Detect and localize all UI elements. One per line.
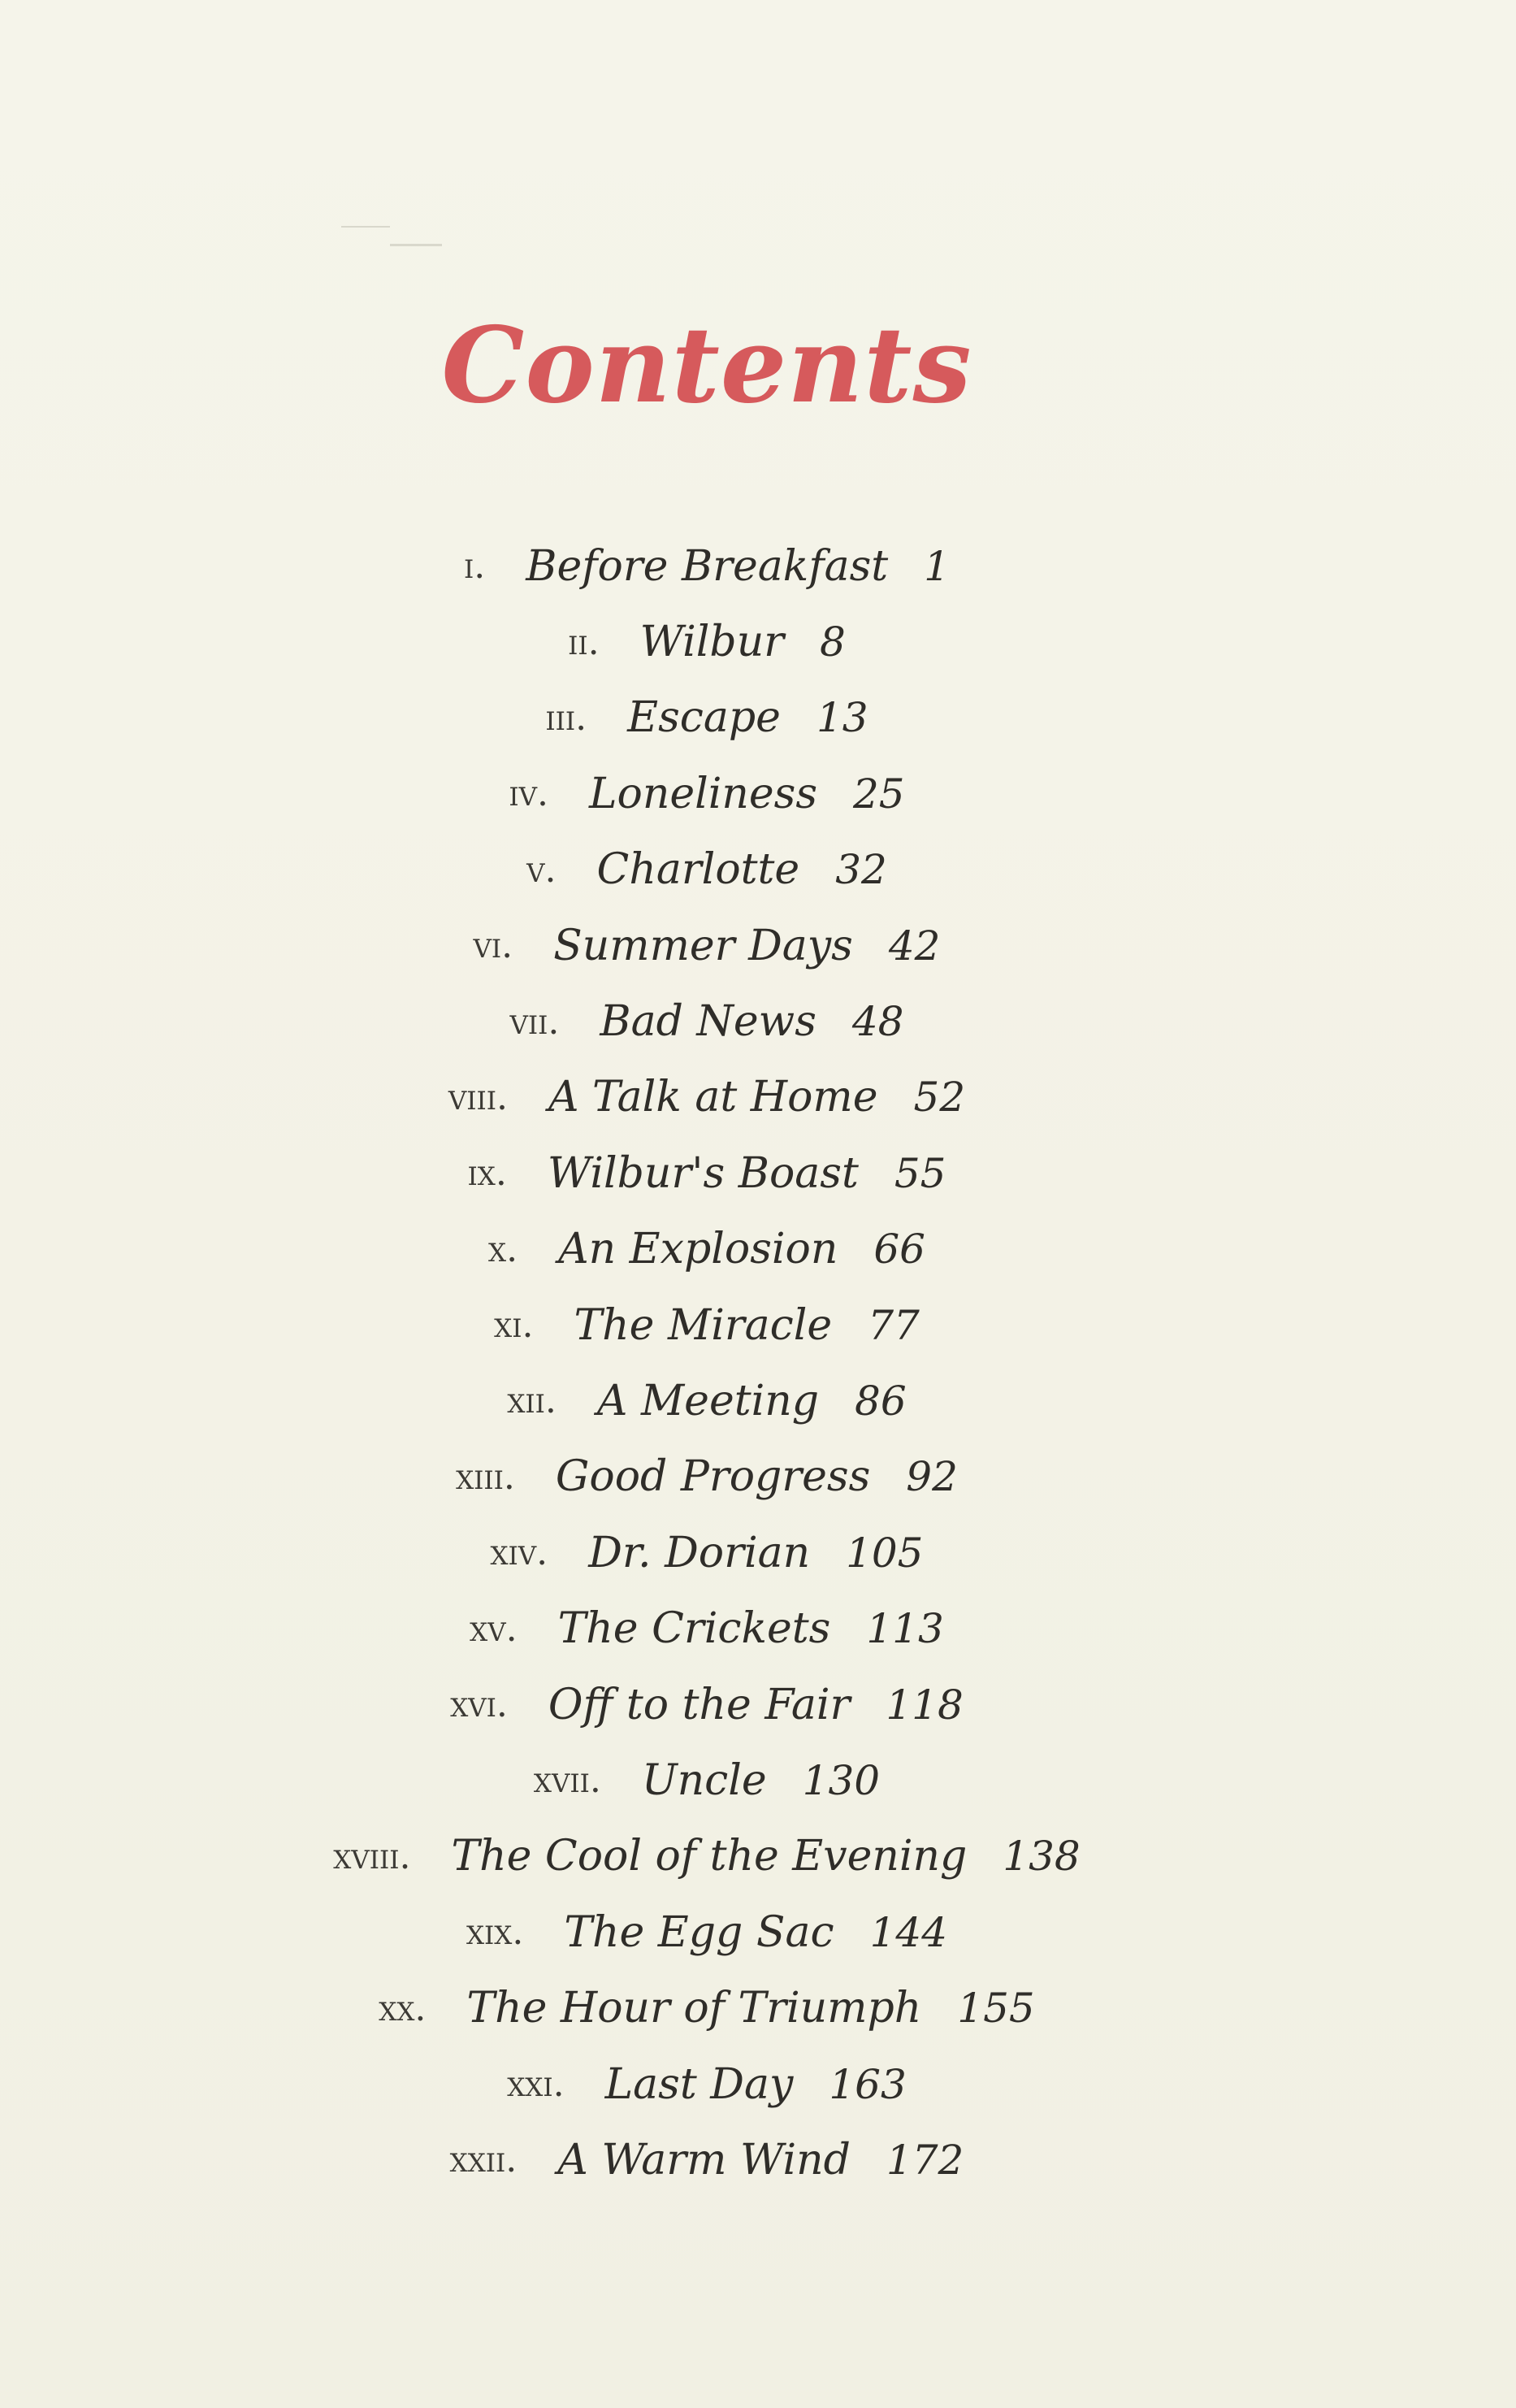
chapter-number: xiii. — [456, 1456, 515, 1498]
chapter-title: A Warm Wind — [557, 2135, 851, 2185]
toc-entry — [0, 1363, 1414, 1438]
chapter-number: x. — [488, 1228, 518, 1270]
chapter-number: ix. — [467, 1152, 507, 1195]
chapter-title: The Crickets — [557, 1604, 831, 1654]
chapter-number: xv. — [470, 1608, 518, 1650]
chapter-title: The Hour of Triumph — [466, 1984, 922, 2033]
chapter-page-number: 113 — [866, 1605, 944, 1653]
chapter-page-number: 32 — [835, 846, 887, 894]
chapter-page-number: 66 — [873, 1226, 925, 1273]
toc-entry — [0, 1439, 1414, 1515]
chapter-number: viii. — [448, 1076, 508, 1118]
chapter-number: xix. — [466, 1911, 524, 1954]
page-title: Contents — [441, 304, 972, 427]
toc-entry — [0, 983, 1414, 1059]
chapter-page-number: 92 — [906, 1453, 958, 1501]
chapter-page-number: 138 — [1003, 1833, 1081, 1881]
chapter-page-number: 1 — [924, 542, 950, 590]
chapter-title: The Miracle — [574, 1300, 833, 1350]
chapter-number: vi. — [473, 925, 513, 967]
chapter-page-number: 52 — [913, 1074, 966, 1122]
paper-mark — [390, 244, 442, 246]
toc-entry — [0, 2122, 1414, 2198]
chapter-title: Summer Days — [553, 921, 853, 970]
chapter-page-number: 144 — [869, 1908, 948, 1956]
chapter-title: A Talk at Home — [548, 1073, 878, 1122]
chapter-page-number: 105 — [846, 1529, 924, 1577]
toc-entry — [0, 832, 1414, 908]
chapter-page-number: 48 — [851, 998, 904, 1046]
chapter-title: Charlotte — [596, 845, 800, 895]
chapter-page-number: 77 — [868, 1301, 920, 1349]
chapter-number: xvii. — [533, 1759, 601, 1802]
toc-entry — [0, 1742, 1414, 1818]
chapter-number: i. — [464, 545, 486, 588]
chapter-page-number: 42 — [888, 922, 941, 970]
chapter-title: Off to the Fair — [548, 1680, 851, 1729]
toc-entry — [0, 1212, 1414, 1287]
chapter-title: The Cool of the Evening — [451, 1832, 968, 1881]
chapter-number: v. — [526, 848, 557, 891]
chapter-title: Wilbur — [639, 618, 785, 667]
toc-entry — [0, 1894, 1414, 1970]
chapter-page-number: 25 — [853, 770, 905, 818]
chapter-title: Escape — [627, 693, 781, 743]
chapter-title: A Meeting — [596, 1376, 820, 1425]
chapter-title: Uncle — [641, 1755, 767, 1805]
chapter-page-number: 130 — [802, 1756, 881, 1804]
chapter-title: Dr. Dorian — [588, 1528, 811, 1577]
chapter-number: xviii. — [333, 1835, 411, 1877]
chapter-number: iv. — [509, 773, 548, 815]
chapter-number: ii. — [568, 621, 600, 663]
toc-entry — [0, 756, 1414, 831]
chapter-number: iii. — [545, 696, 587, 739]
chapter-title: Loneliness — [589, 769, 817, 818]
paper-mark — [341, 226, 390, 228]
chapter-number: xi. — [494, 1304, 534, 1347]
chapter-number: vii. — [509, 1000, 560, 1043]
chapter-title: Last Day — [604, 2059, 794, 2109]
chapter-number: xii. — [507, 1380, 557, 1422]
chapter-number: xvi. — [450, 1684, 508, 1726]
chapter-title: The Egg Sac — [564, 1907, 834, 1957]
chapter-page-number: 163 — [829, 2060, 907, 2108]
chapter-page-number: 172 — [886, 2136, 964, 2184]
toc-entry — [0, 2046, 1414, 2122]
toc-entry — [0, 604, 1414, 679]
toc-entry — [0, 1819, 1414, 1894]
chapter-page-number: 118 — [886, 1681, 964, 1729]
toc-entry — [0, 1060, 1414, 1135]
chapter-number: xx. — [379, 1987, 427, 2029]
toc-entry — [0, 1135, 1414, 1211]
chapter-title: Bad News — [600, 997, 816, 1047]
chapter-number: xiv. — [490, 1532, 548, 1574]
chapter-number: xxi. — [507, 2063, 565, 2105]
toc-entry — [0, 680, 1414, 756]
chapter-title: Before Breakfast — [526, 541, 889, 591]
toc-entry — [0, 1667, 1414, 1742]
toc-entry — [0, 908, 1414, 983]
chapter-title: Wilbur's Boast — [547, 1148, 859, 1198]
chapter-page-number: 13 — [816, 694, 868, 742]
chapter-number: xxii. — [449, 2139, 518, 2181]
chapter-page-number: 8 — [820, 618, 846, 666]
toc-entry — [0, 1287, 1414, 1363]
chapter-page-number: 86 — [855, 1377, 907, 1425]
chapter-page-number: 155 — [957, 1985, 1035, 2033]
toc-entry — [0, 528, 1414, 604]
chapter-page-number: 55 — [894, 1149, 946, 1197]
toc-entry — [0, 1970, 1414, 2046]
table-of-contents — [0, 528, 1414, 2198]
toc-entry — [0, 1515, 1414, 1590]
chapter-title: An Explosion — [558, 1225, 838, 1274]
chapter-title: Good Progress — [555, 1452, 871, 1502]
toc-entry — [0, 1590, 1414, 1666]
